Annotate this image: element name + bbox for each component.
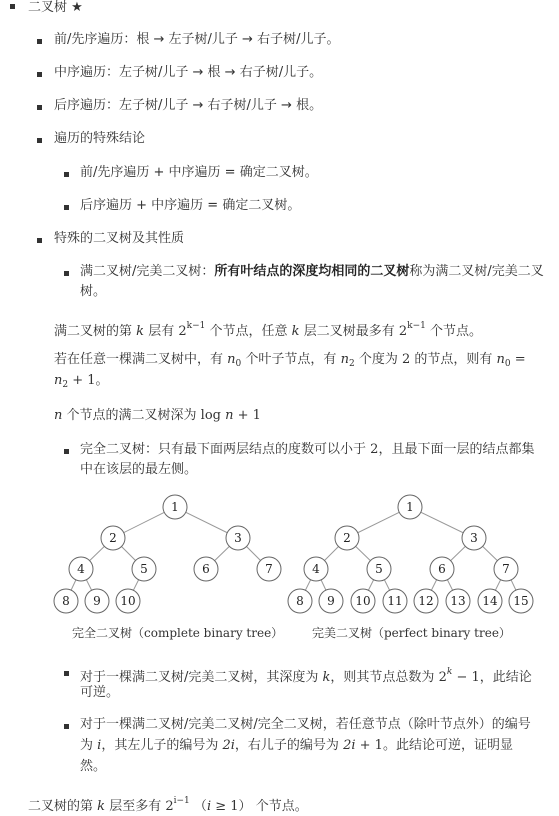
complete-tree-node-label: 9 — [93, 594, 101, 608]
perfect-tree-node-label: 11 — [387, 594, 403, 608]
emphasis: 所有叶结点的深度均相同的二叉树 — [214, 264, 410, 279]
bullet — [64, 271, 69, 276]
conclusion-2: 后序遍历 + 中序遍历 = 确定二叉树。 — [80, 198, 301, 213]
numbering-property-cont: 为 i，其左儿子的编号为 2i，右儿子的编号为 2i + 1。此结论可逆，证明显 — [80, 738, 513, 753]
complete-tree-node-label: 8 — [62, 594, 70, 608]
perfect-tree-node-label: 1 — [406, 500, 414, 514]
bullet — [64, 671, 69, 676]
conclusion-1: 前/先序遍历 + 中序遍历 = 确定二叉树。 — [80, 165, 318, 180]
perfect-tree-node-label: 4 — [312, 562, 320, 576]
bullet — [10, 4, 15, 9]
bullet — [64, 724, 69, 729]
complete-tree-node-label: 1 — [171, 500, 179, 514]
numbering-property: 对于一棵满二叉树/完美二叉树/完全二叉树，若任意节点（除叶节点外）的编号 — [80, 717, 531, 732]
caption-perfect-tree: 完美二叉树（perfect binary tree） — [312, 626, 511, 640]
perfect-tree-node-label: 15 — [513, 594, 529, 608]
bullet — [37, 39, 42, 44]
perfect-tree-node-label: 7 — [502, 562, 510, 576]
full-tree-depth: n 个节点的满二叉树深为 log n + 1 — [54, 408, 261, 423]
bullet — [37, 138, 42, 143]
perfect-tree-node-label: 3 — [470, 531, 478, 545]
complete-tree-node-label: 10 — [120, 594, 136, 608]
perfect-tree-node-label: 6 — [438, 562, 446, 576]
bullet — [64, 449, 69, 454]
special-title: 特殊的二叉树及其性质 — [54, 231, 185, 246]
bullet — [37, 105, 42, 110]
bullet — [37, 72, 42, 77]
complete-tree-node-label: 4 — [77, 562, 85, 576]
bullet — [64, 172, 69, 177]
complete-tree-node-label: 3 — [234, 531, 242, 545]
perfect-tree-node-label: 5 — [375, 562, 383, 576]
section-heading: 二叉树 ★ — [28, 0, 83, 15]
complete-tree-node-label: 7 — [265, 562, 273, 576]
numbering-property-cont2: 然。 — [80, 759, 107, 774]
perfect-tree-node-label: 14 — [482, 594, 498, 608]
level-max-nodes: 二叉树的第 k 层至多有 $2^{i-1}$ （i ≥ 1） 个节点。 — [28, 796, 308, 814]
inorder-text: 中序遍历：左子树/儿子 → 根 → 右子树/儿子。 — [54, 65, 323, 80]
perfect-tree-node-label: 12 — [418, 594, 434, 608]
binary-trees-diagram — [0, 490, 559, 620]
complete-tree-node-label: 5 — [140, 562, 148, 576]
complete-tree-node-label: 2 — [109, 531, 117, 545]
full-tree-definition: 满二叉树/完美二叉树：所有叶结点的深度均相同的二叉树称为满二叉树/完美二叉 — [80, 264, 544, 279]
perfect-tree-node-label: 2 — [343, 531, 351, 545]
preorder-text: 前/先序遍历：根 → 左子树/儿子 → 右子树/儿子。 — [54, 32, 340, 47]
complete-tree-node-label: 6 — [202, 562, 210, 576]
leaf-count-relation: 若在任意一棵满二叉树中，有 $n_0$ 个叶子节点，有 $n_2$ 个度为 2 的节点，则有 $n_0$ = — [54, 352, 526, 369]
bullet — [64, 205, 69, 210]
perfect-tree-node-label: 8 — [296, 594, 304, 608]
full-tree-level-count: 满二叉树的第 k 层有 $2^{k-1}$ 个节点，任意 k 层二叉树最多有 $2^{k-1}$ 个节点。 — [54, 321, 483, 339]
complete-tree-definition: 完全二叉树：只有最下面两层结点的度数可以小于 2，且最下面一层的结点都集 — [80, 442, 535, 457]
conclusions-title: 遍历的特殊结论 — [54, 131, 146, 146]
node-count-property: 对于一棵满二叉树/完美二叉树，其深度为 k，则其节点总数为 2$^k$ − 1，此结论 — [80, 667, 532, 685]
perfect-tree-node-label: 13 — [450, 594, 466, 608]
postorder-text: 后序遍历：左子树/儿子 → 右子树/儿子 → 根。 — [54, 98, 323, 113]
perfect-tree-node-label: 9 — [327, 594, 335, 608]
bullet — [37, 238, 42, 243]
perfect-tree-node-label: 10 — [355, 594, 371, 608]
node-count-property-cont: 可逆。 — [80, 685, 120, 700]
full-tree-definition-cont: 树。 — [80, 284, 107, 299]
complete-tree-definition-cont: 中在该层的最左侧。 — [80, 462, 198, 477]
leaf-count-relation-cont: $n_2 + 1$。 — [54, 373, 109, 390]
caption-complete-tree: 完全二叉树（complete binary tree） — [72, 626, 284, 640]
